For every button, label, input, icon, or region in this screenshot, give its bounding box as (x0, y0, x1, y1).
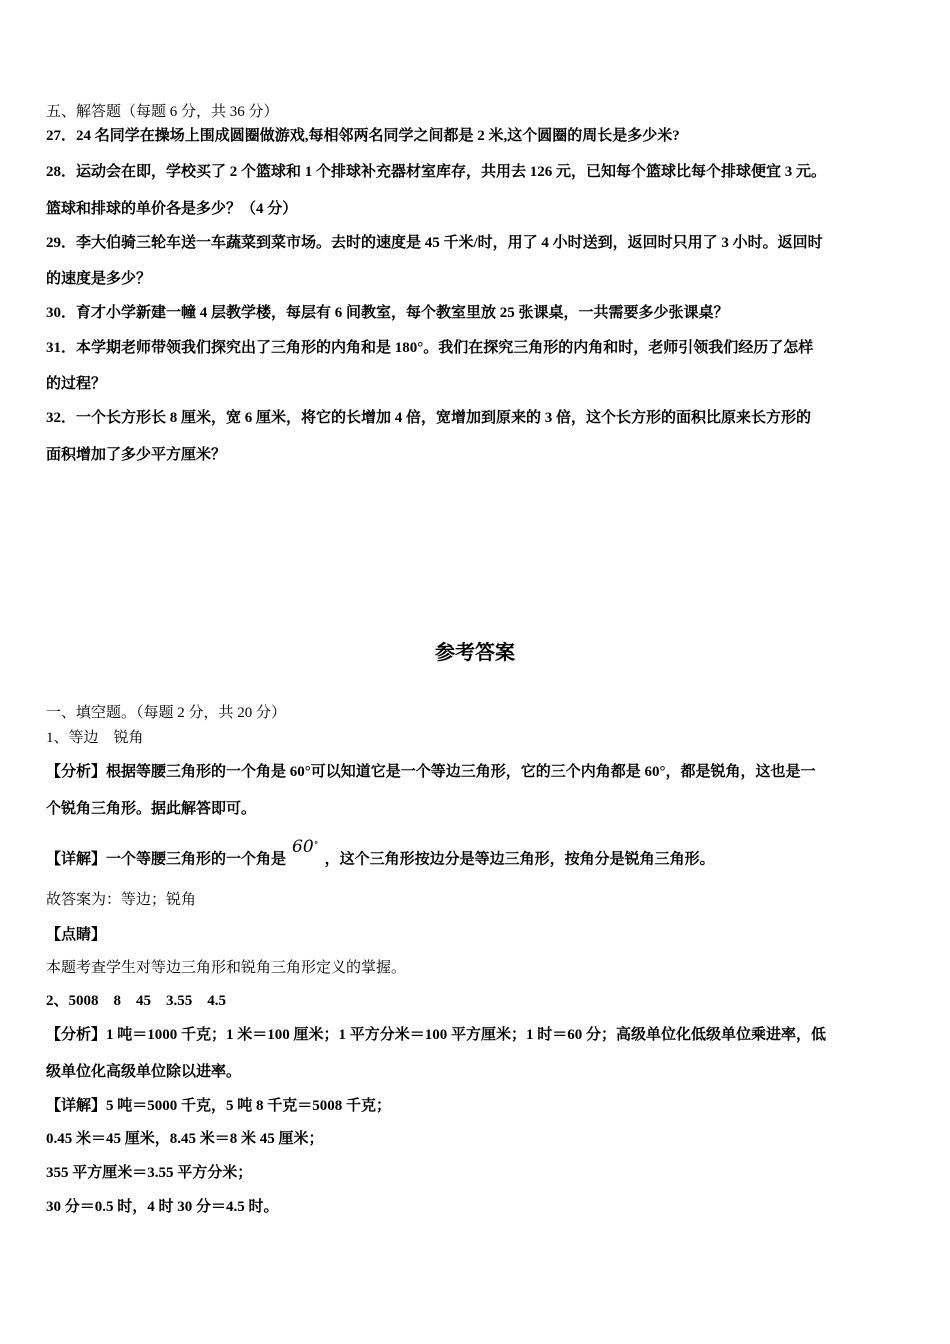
answer-2-detail-2: 0.45 米＝45 厘米，8.45 米＝8 米 45 厘米； (46, 1131, 324, 1147)
answer-2-analysis: 【分析】1 吨＝1000 千克；1 米＝100 厘米；1 平方分米＝100 平方厘米；1 时＝60 分；高级单位化低级单位乘进率，低 (46, 1027, 827, 1043)
math-expression (292, 837, 319, 857)
question-32-cont: 面积增加了多少平方厘米？ (46, 447, 227, 463)
answer-2-detail-1: 【详解】5 吨＝5000 千克，5 吨 8 千克＝5008 千克； (46, 1098, 392, 1114)
question-29-cont: 的速度是多少？ (46, 271, 152, 287)
answer-1-conclusion: 故答案为：等边；锐角 (46, 892, 197, 908)
answer-1-analysis: 【分析】根据等腰三角形的一个角是 60°可以知道它是一个等边三角形，它的三个内角都是 60°，都是锐角，这也是一 (46, 764, 816, 780)
dianjing-label: 【点睛】 (46, 927, 107, 943)
question-31-cont: 的过程？ (46, 376, 107, 392)
answer-1: 1、等边 锐角 (46, 730, 144, 746)
question-32: 32．一个长方形长 8 厘米，宽 6 厘米，将它的长增加 4 倍，宽增加到原来的 3 倍，这个长方形的面积比原来长方形的 (46, 410, 812, 426)
answer-2-detail-4: 30 分＝0.5 时，4 时 30 分＝4.5 时。 (46, 1199, 279, 1215)
section-heading: 五、解答题（每题 6 分，共 36 分） (46, 104, 279, 120)
answer-1-analysis-cont: 个锐角三角形。据此解答即可。 (46, 801, 257, 817)
detail-suffix: ，这个三角形按边分是等边三角形，按角分是锐角三角形。 (324, 851, 715, 868)
answer-2: 2、5008 8 45 3.55 4.5 (46, 993, 227, 1009)
answer-2-detail-3: 355 平方厘米＝3.55 平方分米； (46, 1165, 253, 1181)
answers-section-heading: 一、填空题。（每题 2 分，共 20 分） (46, 705, 287, 721)
answer-2-analysis-cont: 级单位化高级单位除以进率。 (46, 1064, 242, 1080)
degree-symbol: ∘ (313, 837, 319, 848)
question-27: 27．24 名同学在操场上围成圆圈做游戏,每相邻两名同学之间都是 2 米,这个圆圈的周长是多少米? (46, 128, 680, 144)
question-31: 31．本学期老师带领我们探究出了三角形的内角和是 180°。我们在探究三角形的内角和时，老师引领我们经历了怎样 (46, 340, 814, 356)
question-28: 28．运动会在即，学校买了 2 个篮球和 1 个排球补充器材室库存，共用去 126 元，已知每个篮球比每个排球便宜 3 元。 (46, 164, 827, 180)
math-value: 60 (292, 836, 314, 857)
dianjing-text: 本题考查学生对等边三角形和锐角三角形定义的掌握。 (46, 960, 407, 976)
question-30: 30．育才小学新建一幢 4 层教学楼，每层有 6 间教室，每个教室里放 25 张课桌，一共需要多少张课桌？ (46, 305, 729, 321)
question-29: 29．李大伯骑三轮车送一车蔬菜到菜市场。去时的速度是 45 千米/时，用了 4 小时送到，返回时只用了 3 小时。返回时 (46, 235, 823, 251)
answers-title: 参考答案 (435, 642, 515, 664)
detail-prefix: 【详解】一个等腰三角形的一个角是 (46, 851, 287, 868)
question-28-cont: 篮球和排球的单价各是多少？（4 分） (46, 201, 298, 217)
answer-1-detail (46, 836, 715, 870)
